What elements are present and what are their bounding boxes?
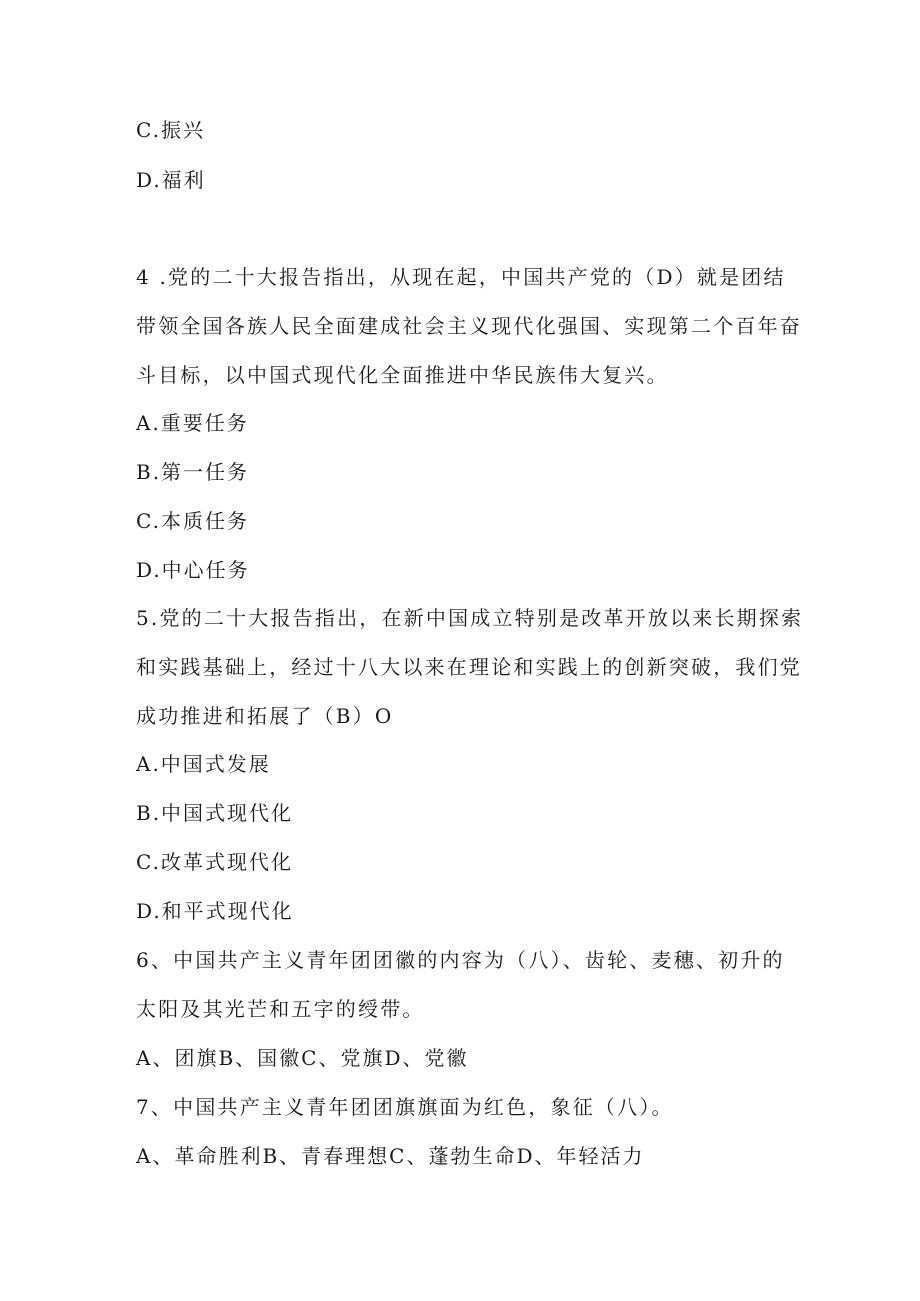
q4-text-line-3: 斗目标，以中国式现代化全面推进中华民族伟大复兴。 xyxy=(136,363,669,387)
q7-text-line-1: 7、中国共产主义青年团团旗旗面为红色，象征（八）。 xyxy=(136,1095,674,1119)
q4-option-c: C.本质任务 xyxy=(136,509,249,533)
q6-text-line-2: 太阳及其光芒和五字的绶带。 xyxy=(136,997,425,1021)
q5-option-d: D.和平式现代化 xyxy=(136,899,294,923)
q5-option-b: B.中国式现代化 xyxy=(136,801,294,825)
q5-text-line-1: 5.党的二十大报告指出，在新中国成立特别是改革开放以来长期探索 xyxy=(136,606,804,630)
q6-options: A、团旗B、国徽C、党旗D、党徽 xyxy=(136,1046,469,1070)
q5-option-c: C.改革式现代化 xyxy=(136,850,293,874)
q4-option-b: B.第一任务 xyxy=(136,460,250,484)
q7-options: A、革命胜利B、青春理想C、蓬勃生命D、年轻活力 xyxy=(136,1144,645,1168)
q4-text-line-1: 4 .党的二十大报告指出，从现在起，中国共产党的（D）就是团结 xyxy=(136,265,786,289)
q4-option-a: A.重要任务 xyxy=(136,411,249,435)
q5-text-line-3: 成功推进和拓展了（B）O xyxy=(136,704,394,728)
q3-option-c: C.振兴 xyxy=(136,118,205,142)
q4-option-d: D.中心任务 xyxy=(136,558,250,582)
q3-option-d: D.福利 xyxy=(136,168,206,192)
q5-option-a: A.中国式发展 xyxy=(136,752,271,776)
q4-text-line-2: 带领全国各族人民全面建成社会主义现代化强国、实现第二个百年奋 xyxy=(136,314,802,338)
q6-text-line-1: 6、中国共产主义青年团团徽的内容为（八）、齿轮、麦穗、初升的 xyxy=(136,948,785,972)
q5-text-line-2: 和实践基础上，经过十八大以来在理论和实践上的创新突破，我们党 xyxy=(136,655,802,679)
